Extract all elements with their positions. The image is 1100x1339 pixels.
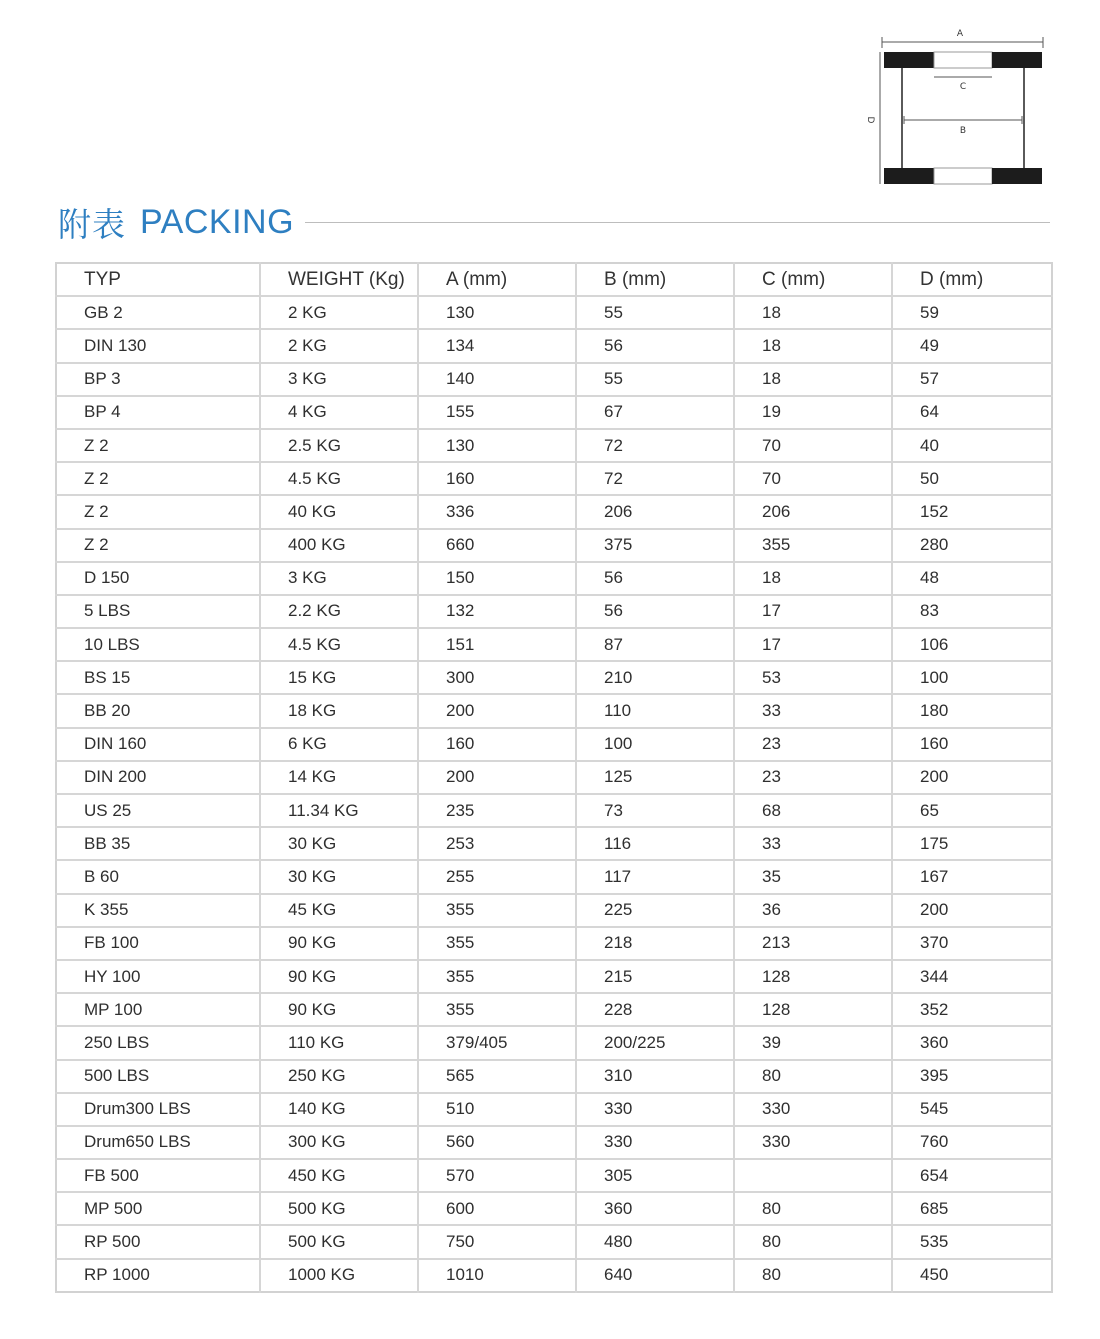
bottom-flange-right	[992, 168, 1042, 184]
table-header-row	[56, 263, 1052, 296]
table-cell: 39	[734, 1026, 892, 1059]
reel-diagram-svg	[860, 22, 1060, 194]
table-cell: 128	[734, 993, 892, 1026]
table-cell: 49	[892, 329, 1052, 362]
table-cell: 40 KG	[260, 495, 418, 528]
table-cell: 450	[920, 1265, 949, 1285]
table-cell: 352	[892, 993, 1052, 1026]
table-cell: 180	[892, 694, 1052, 727]
table-cell: 3 KG	[260, 363, 418, 396]
table-cell: 83	[892, 595, 1052, 628]
table-cell: 5 LBS	[56, 595, 260, 628]
table-cell: 206	[734, 495, 892, 528]
table-cell: 150	[418, 562, 576, 595]
table-cell: 300 KG	[260, 1126, 418, 1159]
table-cell: DIN 160	[56, 728, 260, 761]
table-cell: 344	[892, 960, 1052, 993]
table-cell: 545	[892, 1093, 1052, 1126]
table-row	[56, 728, 1052, 761]
table-row	[56, 562, 1052, 595]
table-row	[56, 694, 1052, 727]
table-cell: 1010	[418, 1259, 576, 1292]
table-row	[56, 993, 1052, 1026]
table-cell: 500 KG	[260, 1225, 418, 1258]
table-row	[56, 396, 1052, 429]
reel-dimension-diagram	[860, 22, 1060, 194]
table-cell: 18 KG	[260, 694, 418, 727]
table-cell: 48	[892, 562, 1052, 595]
table-cell: 2 KG	[260, 296, 418, 329]
table-cell: 68	[734, 794, 892, 827]
label-a: A	[956, 29, 964, 39]
table-cell: D 150	[56, 562, 260, 595]
table-cell: 400 KG	[260, 529, 418, 562]
bottom-flange-hub	[934, 168, 992, 184]
table-cell: 64	[892, 396, 1052, 429]
table-row	[56, 661, 1052, 694]
table-cell: 4.5 KG	[260, 628, 418, 661]
table-cell: Z 2	[56, 529, 260, 562]
table-cell: B 60	[56, 860, 260, 893]
table-cell: 250 KG	[260, 1060, 418, 1093]
table-cell: 480	[576, 1225, 734, 1258]
table-cell: 18	[734, 296, 892, 329]
table-cell: 213	[734, 927, 892, 960]
table-cell: 30 KG	[260, 827, 418, 860]
table-row	[56, 1192, 1052, 1225]
table-row	[56, 529, 1052, 562]
table-cell: 305	[576, 1159, 734, 1192]
table-cell: 125	[576, 761, 734, 794]
table-cell: 33	[734, 827, 892, 860]
table-cell: 370	[892, 927, 1052, 960]
table-cell: 235	[418, 794, 576, 827]
table-cell: 210	[576, 661, 734, 694]
table-cell: 110	[576, 694, 734, 727]
table-cell: 355	[734, 529, 892, 562]
table-cell: DIN 130	[56, 329, 260, 362]
table-cell: 218	[576, 927, 734, 960]
table-cell: 10 LBS	[56, 628, 260, 661]
column-header: TYP	[56, 263, 260, 296]
table-cell: 330	[734, 1093, 892, 1126]
table-row	[56, 1259, 1052, 1292]
table-cell: 250 LBS	[56, 1026, 260, 1059]
table-cell: 500 KG	[260, 1192, 418, 1225]
table-cell: 215	[576, 960, 734, 993]
table-row	[56, 860, 1052, 893]
table-cell: 600	[418, 1192, 576, 1225]
table-cell: 40	[892, 429, 1052, 462]
table-cell: 106	[892, 628, 1052, 661]
table-cell: 280	[892, 529, 1052, 562]
table-cell: Drum650 LBS	[56, 1126, 260, 1159]
table-cell: 17	[734, 628, 892, 661]
table-cell: 18	[734, 329, 892, 362]
table-cell: 255	[418, 860, 576, 893]
table-cell: 160	[418, 462, 576, 495]
table-cell: 330	[734, 1126, 892, 1159]
bottom-flange-left	[884, 168, 934, 184]
table-cell: 253	[418, 827, 576, 860]
table-cell: 14 KG	[260, 761, 418, 794]
table-cell: 128	[734, 960, 892, 993]
column-header: B (mm)	[576, 263, 734, 296]
table-cell: 65	[892, 794, 1052, 827]
table-cell: 33	[734, 694, 892, 727]
table-cell: 200/225	[576, 1026, 734, 1059]
top-flange-right	[992, 52, 1042, 68]
table-cell: 23	[734, 761, 892, 794]
table-cell: 155	[418, 396, 576, 429]
table-cell: 67	[576, 396, 734, 429]
table-row	[56, 827, 1052, 860]
top-flange-hub	[934, 52, 992, 68]
table-cell: 100	[576, 728, 734, 761]
table-cell: 225	[576, 894, 734, 927]
label-d: D	[865, 116, 875, 124]
table-cell: 355	[418, 993, 576, 1026]
table-cell: 685	[892, 1192, 1052, 1225]
table-row	[56, 794, 1052, 827]
table-row	[56, 628, 1052, 661]
table-cell: 355	[418, 894, 576, 927]
label-b: B	[959, 126, 967, 136]
table-cell: 130	[418, 296, 576, 329]
table-cell: 116	[576, 827, 734, 860]
table-cell: 560	[418, 1126, 576, 1159]
table-cell: 80	[734, 1259, 892, 1292]
section-heading	[58, 198, 294, 246]
table-row	[56, 1225, 1052, 1258]
table-row	[56, 894, 1052, 927]
table-cell: 80	[734, 1225, 892, 1258]
table-cell: 4 KG	[260, 396, 418, 429]
table-cell: 80	[734, 1192, 892, 1225]
table-cell: 535	[892, 1225, 1052, 1258]
table-cell: 450 KG	[260, 1159, 418, 1192]
table-cell: Z 2	[56, 462, 260, 495]
table-cell: 18	[734, 363, 892, 396]
packing-table-container	[55, 262, 1051, 1292]
table-cell: 140	[418, 363, 576, 396]
table-cell: 72	[576, 429, 734, 462]
table-cell: BB 35	[56, 827, 260, 860]
table-cell: 55	[576, 296, 734, 329]
table-cell: FB 100	[56, 927, 260, 960]
top-flange-left	[884, 52, 934, 68]
table-cell: Z 2	[56, 429, 260, 462]
table-cell: 151	[418, 628, 576, 661]
table-row	[56, 960, 1052, 993]
table-row	[56, 495, 1052, 528]
table-row	[56, 429, 1052, 462]
table-cell: 90 KG	[260, 960, 418, 993]
table-cell: 200	[418, 694, 576, 727]
table-cell: 760	[892, 1126, 1052, 1159]
packing-table	[55, 262, 1053, 1293]
table-cell: 130	[418, 429, 576, 462]
table-cell: Z 2	[56, 495, 260, 528]
table-cell: 570	[418, 1159, 576, 1192]
table-cell: 45 KG	[260, 894, 418, 927]
table-row	[56, 1093, 1052, 1126]
table-cell: 336	[418, 495, 576, 528]
table-cell: 500 LBS	[56, 1060, 260, 1093]
table-cell: 100	[892, 661, 1052, 694]
table-cell: 228	[576, 993, 734, 1026]
table-cell: 90 KG	[260, 927, 418, 960]
table-cell: 565	[418, 1060, 576, 1093]
table-cell: 355	[418, 927, 576, 960]
table-cell: 90 KG	[260, 993, 418, 1026]
table-cell: 6 KG	[260, 728, 418, 761]
label-c: C	[959, 82, 967, 92]
table-cell: 35	[734, 860, 892, 893]
table-cell: MP 500	[56, 1192, 260, 1225]
table-cell: 80	[734, 1060, 892, 1093]
table-cell: 56	[576, 595, 734, 628]
table-cell: Drum300 LBS	[56, 1093, 260, 1126]
table-cell: 23	[734, 728, 892, 761]
table-row	[56, 761, 1052, 794]
table-row	[56, 363, 1052, 396]
table-cell: 3 KG	[260, 562, 418, 595]
table-cell: 36	[734, 894, 892, 927]
table-cell: 56	[576, 562, 734, 595]
table-cell: 30 KG	[260, 860, 418, 893]
table-cell: 200	[892, 761, 1052, 794]
table-cell: 17	[734, 595, 892, 628]
table-row	[56, 595, 1052, 628]
table-cell: 132	[418, 595, 576, 628]
table-row	[56, 329, 1052, 362]
table-cell: 330	[576, 1126, 734, 1159]
table-cell: 87	[576, 628, 734, 661]
table-cell: 2.5 KG	[260, 429, 418, 462]
table-cell: 330	[576, 1093, 734, 1126]
column-header: A (mm)	[418, 263, 576, 296]
table-cell: GB 2	[56, 296, 260, 329]
heading-divider	[305, 222, 1050, 223]
table-cell: 11.34 KG	[260, 794, 418, 827]
table-body	[56, 296, 1052, 1292]
table-cell: 4.5 KG	[260, 462, 418, 495]
table-cell: 53	[734, 661, 892, 694]
table-cell	[734, 1159, 892, 1192]
table-cell: 72	[576, 462, 734, 495]
table-cell: 50	[892, 462, 1052, 495]
table-cell: K 355	[56, 894, 260, 927]
table-cell: 1000 KG	[260, 1259, 418, 1292]
table-cell: 160	[892, 728, 1052, 761]
table-cell: 70	[734, 429, 892, 462]
table-cell: 200	[892, 894, 1052, 927]
table-cell: 160	[418, 728, 576, 761]
table-cell: BP 3	[56, 363, 260, 396]
table-cell: 2 KG	[260, 329, 418, 362]
table-cell: 654	[892, 1159, 1052, 1192]
table-cell: 360	[892, 1026, 1052, 1059]
table-cell: 300	[418, 661, 576, 694]
table-cell: 395	[892, 1060, 1052, 1093]
table-cell: 360	[576, 1192, 734, 1225]
table-row	[56, 462, 1052, 495]
column-header: WEIGHT (Kg)	[260, 263, 418, 296]
table-cell: FB 500	[56, 1159, 260, 1192]
table-cell: 640	[576, 1259, 734, 1292]
table-cell: 750	[418, 1225, 576, 1258]
table-cell: 55	[576, 363, 734, 396]
table-cell: 167	[892, 860, 1052, 893]
table-cell: US 25	[56, 794, 260, 827]
table-cell: 152	[892, 495, 1052, 528]
table-cell: 110 KG	[260, 1026, 418, 1059]
table-row	[56, 927, 1052, 960]
table-row	[56, 296, 1052, 329]
table-cell: 206	[576, 495, 734, 528]
table-cell: 15 KG	[260, 661, 418, 694]
table-cell: 134	[418, 329, 576, 362]
heading-chinese: 附表	[58, 204, 126, 244]
table-cell: 59	[892, 296, 1052, 329]
table-cell: BB 20	[56, 694, 260, 727]
table-cell: 355	[418, 960, 576, 993]
table-row	[56, 1159, 1052, 1192]
table-cell: 375	[576, 529, 734, 562]
table-cell: 56	[576, 329, 734, 362]
table-cell: 70	[734, 462, 892, 495]
table-cell: MP 100	[56, 993, 260, 1026]
table-row	[56, 1026, 1052, 1059]
table-row	[56, 1060, 1052, 1093]
table-cell: 200	[418, 761, 576, 794]
table-cell: 510	[418, 1093, 576, 1126]
table-cell: BP 4	[56, 396, 260, 429]
table-cell: HY 100	[56, 960, 260, 993]
table-cell: 57	[892, 363, 1052, 396]
table-cell: 140 KG	[260, 1093, 418, 1126]
table-cell: RP 1000	[56, 1259, 260, 1292]
table-cell: 310	[576, 1060, 734, 1093]
column-header: C (mm)	[734, 263, 892, 296]
table-cell: 175	[892, 827, 1052, 860]
table-cell: BS 15	[56, 661, 260, 694]
heading-english: PACKING	[140, 202, 295, 241]
table-cell: 18	[734, 562, 892, 595]
table-cell: 379/405	[418, 1026, 576, 1059]
column-header: D (mm)	[892, 263, 1052, 296]
table-cell: 660	[418, 529, 576, 562]
table-row	[56, 1126, 1052, 1159]
table-cell: 117	[576, 860, 734, 893]
table-cell: 2.2 KG	[260, 595, 418, 628]
table-cell: DIN 200	[56, 761, 260, 794]
table-cell: 19	[734, 396, 892, 429]
table-cell: RP 500	[56, 1225, 260, 1258]
table-cell: 73	[576, 794, 734, 827]
